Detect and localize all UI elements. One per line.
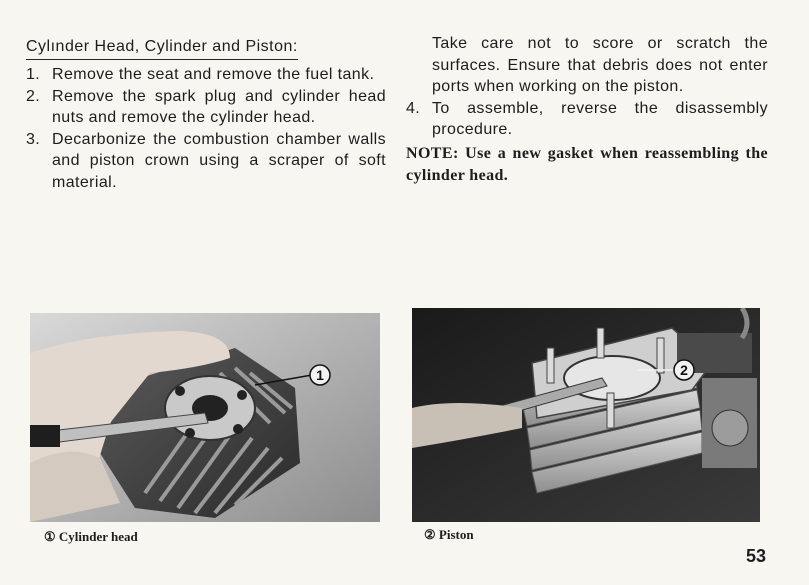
svg-text:2: 2 xyxy=(680,362,688,378)
step-text: Remove the spark plug and cylinder head nuts and remove the cylinder head. xyxy=(52,87,386,126)
step-1 xyxy=(26,64,386,86)
step-text: Remove the seat and remove the fuel tank. xyxy=(52,66,375,83)
steps-list xyxy=(26,64,386,193)
steps-list-continued xyxy=(406,98,768,141)
step-text: Decarbonize the combustion chamber walls and piston crown using a scraper of soft material. xyxy=(52,130,386,191)
svg-text:1: 1 xyxy=(316,367,324,383)
step-2 xyxy=(26,86,386,129)
cylinder-head-photo xyxy=(30,313,380,522)
step-3-continuation: Take care not to score or scratch the surfaces. Ensure that debris does not enter ports when working on the piston. xyxy=(432,35,768,95)
step-text: To assemble, reverse the disassembly procedure. xyxy=(432,99,768,138)
step-number: 1. xyxy=(26,66,41,83)
step-4 xyxy=(406,98,768,141)
step-number: 2. xyxy=(26,87,41,105)
note-text: NOTE: Use a new gasket when reassembling the cylinder head. xyxy=(406,144,768,184)
piston-photo xyxy=(412,308,760,522)
page-number: 53 xyxy=(746,546,767,566)
step-3 xyxy=(26,129,386,194)
right-column xyxy=(406,33,768,187)
left-column xyxy=(26,36,386,193)
figure-caption: ① Cylinder head xyxy=(44,529,138,544)
figure-caption: ② Piston xyxy=(424,527,474,542)
step-number: 4. xyxy=(406,99,421,117)
section-heading: Cylınder Head, Cylinder and Piston: xyxy=(26,36,298,60)
step-number: 3. xyxy=(26,130,41,148)
